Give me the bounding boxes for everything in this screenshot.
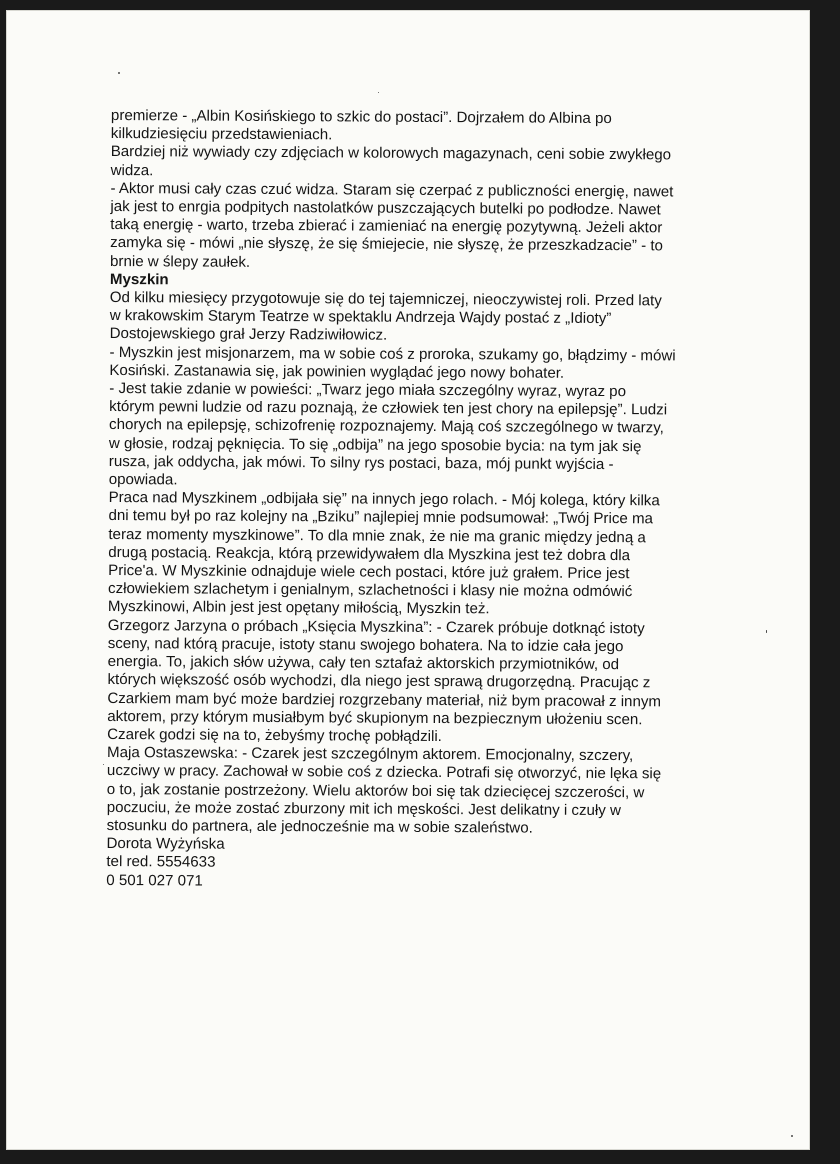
text-line: widza. [110, 161, 154, 179]
text-line: stosunku do partnera, ale jednocześnie ma w sobie szaleństwo. [106, 816, 533, 837]
text-line: aktorem, przy którym musiałbym być skupionym na bezpiecznym ułożeniu scen. [107, 707, 643, 728]
text-line: taką energię - warto, trzeba zbierać i zamieniać na energię pozytywną. Jeżeli aktor [110, 216, 663, 237]
text-line: dni temu był po raz kolejny na „Bziku” najlepiej mnie podsumował: „Twój Price ma [108, 507, 653, 528]
text-line: rusza, jak oddycha, jak mówi. To silny rys postaci, baza, mój punkt wyjścia - [108, 452, 614, 473]
text-line: - Myszkin jest misjonarzem, ma w sobie coś z proroka, szukamy go, błądzimy - mówi [109, 343, 676, 365]
text-line: sceny, nad którą pracuje, istoty stanu swojego bohatera. Na to idzie cała jego [107, 634, 624, 656]
text-line: energia. To, jakich słów używa, cały ten sztafaż aktorskich przymiotników, od [107, 653, 620, 674]
text-line: Maja Ostaszewska: - Czarek jest szczególnym aktorem. Emocjonalny, szczery, [107, 744, 634, 765]
text-line: Grzegorz Jarzyna o próbach „Księcia Myszkina”: - Czarek próbuje dotknąć istoty [107, 616, 645, 637]
text-line: w krakowskim Starym Teatrze w spektaklu Andrzeja Wajdy postać z „Idioty” [109, 307, 612, 328]
text-line: chorych na epilepsję, schizofrenię rozpoznajemy. Mają coś szczególnego w twarzy, [109, 416, 664, 437]
scan-speck [118, 72, 120, 74]
text-line: zamyka się - mówi „nie słyszę, że się śmiejecie, nie słyszę, że przeszkadzacie” - to [110, 234, 663, 255]
text-line: Myszkinowi, Albin jest jest opętany miłością, Myszkin też. [107, 598, 490, 618]
scan-speck [791, 1135, 793, 1137]
text-line: Od kilku miesięcy przygotowuje się do tej tajemniczej, nieoczywistej roli. Przed laty [109, 289, 662, 310]
text-line: Bardziej niż wywiady czy zdjęciach w kolorowych magazynach, ceni sobie zwykłego [110, 143, 672, 164]
text-line: opowiada. [108, 471, 178, 489]
text-line: którym pewni ludzie od razu poznają, że człowiek ten jest chory na epilepsję”. Ludzi [109, 398, 668, 419]
text-line: Czarek godzi się na to, żebyśmy trochę pobłądzili. [107, 725, 442, 745]
text-line: premierze - „Albin Kosińskiego to szkic do postaci”. Dojrzałem do Albina po [110, 107, 612, 128]
text-line: - Aktor musi cały czas czuć widza. Staram się czerpać z publiczności energię, nawet [110, 179, 674, 201]
phone-line: 0 501 027 071 [106, 871, 203, 890]
text-line: których większość osób wychodzi, dla niego jest sprawą drugorzędną. Pracując z [107, 671, 651, 692]
text-line: Praca nad Myszkinem „odbijała się” na innych jego rolach. - Mój kolega, który kilka [108, 489, 660, 510]
text-line: - Jest takie zdanie w powieści: „Twarz jego miała szczególny wyraz, wyraz po [109, 380, 627, 401]
text-line: brnie w ślepy zaułek. [110, 252, 251, 271]
phone-line: tel red. 5554633 [106, 853, 216, 871]
text-line: drugą postacią. Reakcja, którą przewidywałem dla Myszkina jest też dobra dla [108, 543, 631, 565]
text-line: człowiekiem szlachetym i genialnym, szlachetności i klasy nie można odmówić [108, 580, 633, 601]
text-line: jak jest to enrgia podpitych nastolatków puszczających butelki po podłodze. Nawet [110, 198, 661, 219]
text-line: o to, jak zostanie postrzeżony. Wielu aktorów boi się tak dziecięcej szczerości, w [106, 780, 645, 801]
scan-speck [378, 92, 379, 93]
text-line: uczciwy w pracy. Zachował w sobie coś z dziecka. Potrafi się otworzyć, nie lęka się [106, 762, 662, 783]
scan-speck [103, 764, 104, 765]
article-text [106, 107, 751, 894]
text-line: w głosie, rodzaj pęknięcia. To się „odbija” na jego sposobie bycia: na tym jak się [108, 434, 642, 455]
text-line: Kosiński. Zastanawia się, jak powinien wyglądać jego nowy bohater. [109, 361, 565, 382]
text-line: teraz momenty myszkinowe”. To dla mnie znak, że nie ma granic między jedną a [108, 525, 646, 546]
text-line: Price'a. W Myszkinie odnajduje wiele cech postaci, które już grałem. Price jest [108, 562, 630, 583]
scan-speck [766, 630, 767, 633]
text-line: Czarkiem mam być może bardziej rozgrzebany materiał, niż bym pracował z innym [107, 689, 662, 710]
signature-name: Dorota Wyżyńska [106, 835, 225, 853]
section-heading: Myszkin [109, 270, 169, 289]
text-line: Dostojewskiego grał Jerzy Radziwiłowicz. [109, 325, 388, 345]
document-page [6, 10, 810, 1150]
text-line: poczuciu, że może zostać zburzony mit ich męskości. Jest delikatny i czuły w [106, 798, 621, 819]
text-line: kilkudziesięciu przedstawieniach. [110, 125, 333, 144]
